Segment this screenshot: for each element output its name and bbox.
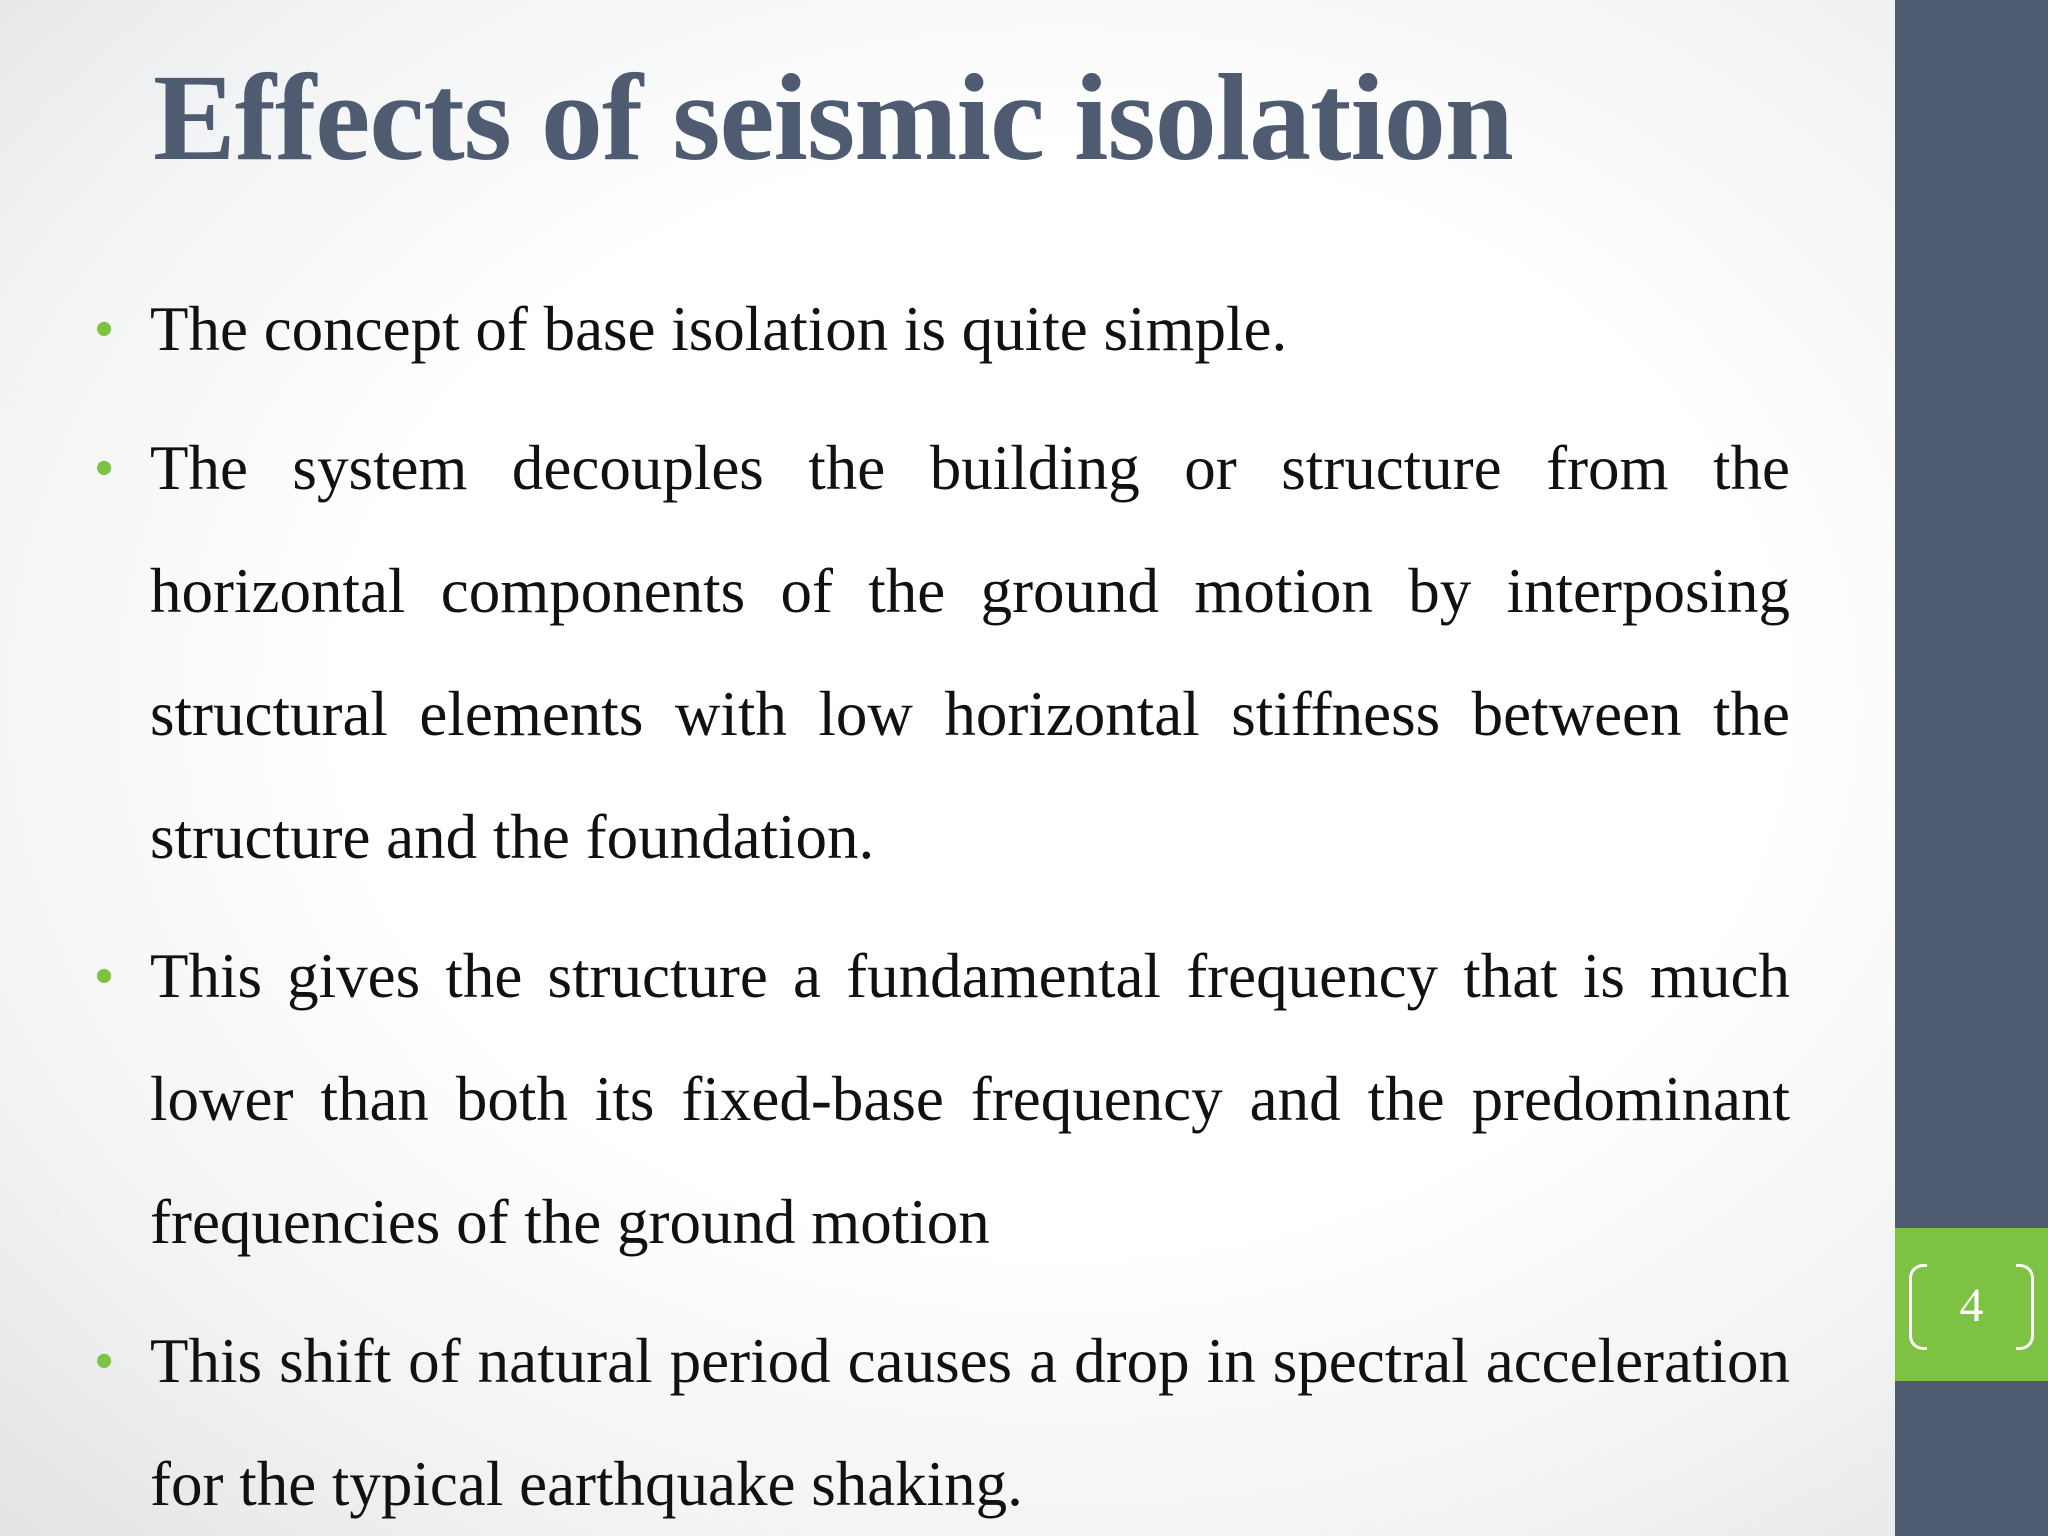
bracket-right-icon — [2016, 1264, 2034, 1350]
bullet-text: This shift of natural period causes a drop in spectral acceleration for the typical earthquake shaking. — [150, 1326, 1790, 1519]
bullet-dot-icon: • — [95, 1332, 114, 1390]
bullet-text: The system decouples the building or structure from the horizontal components of the ground motion by interposing structural elements with low horizontal stiffness between the structure and the foundation. — [150, 433, 1790, 872]
slide-title: Effects of seismic isolation — [153, 49, 1513, 186]
bullet-dot-icon: • — [95, 439, 114, 497]
bullet-text: This gives the structure a fundamental frequency that is much lower than both its fixed-base frequency and the predominant frequencies of the ground motion — [150, 941, 1790, 1257]
bullet-item — [90, 407, 1790, 899]
page-number: 4 — [1959, 1279, 1984, 1332]
bullet-item — [90, 1300, 1790, 1536]
bullet-list — [90, 268, 1790, 1536]
bullet-item — [90, 268, 1790, 391]
page-number-badge — [1895, 1228, 2048, 1381]
bullet-item — [90, 915, 1790, 1284]
bullet-text: The concept of base isolation is quite simple. — [150, 294, 1288, 364]
bullet-dot-icon: • — [95, 300, 114, 358]
bullet-dot-icon: • — [95, 947, 114, 1005]
